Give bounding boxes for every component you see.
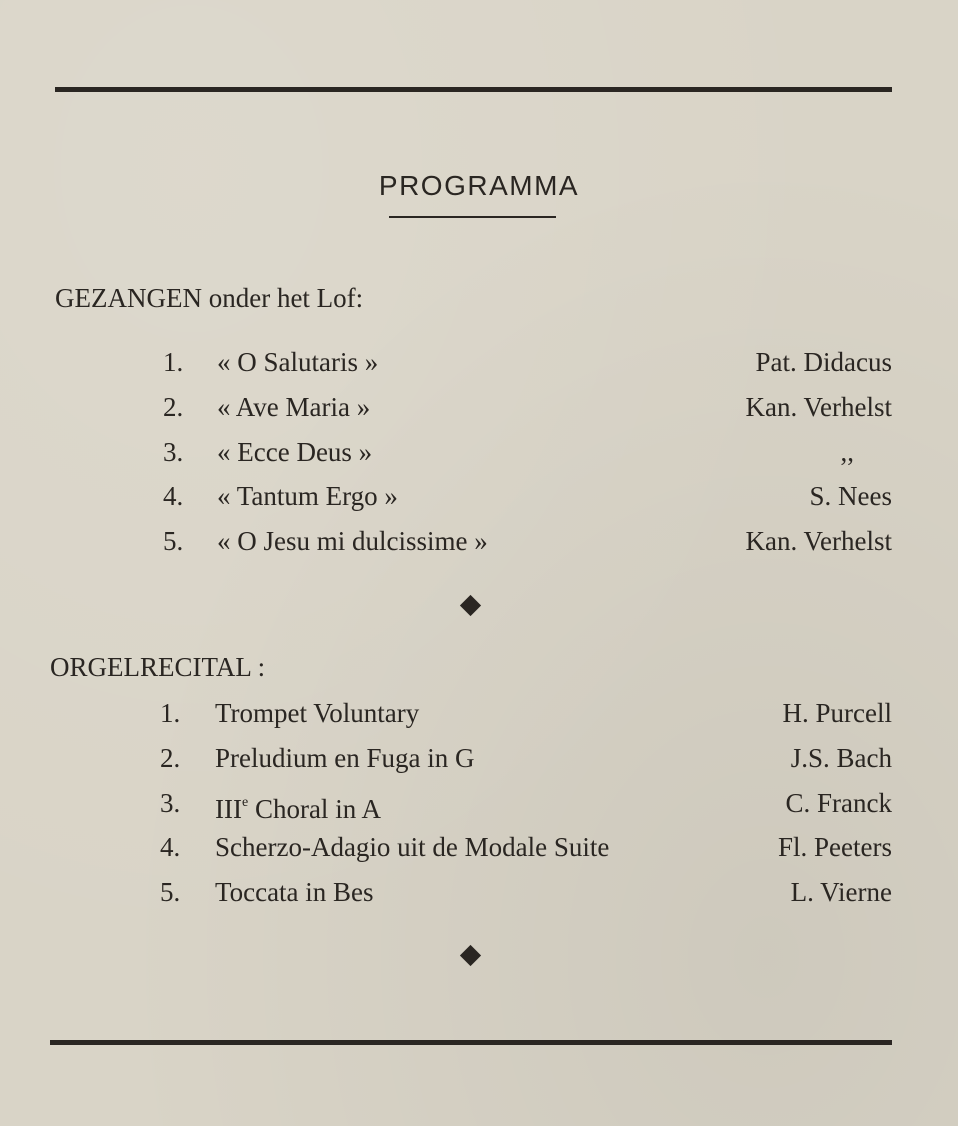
piece-title: « Tantum Ergo » [217, 481, 398, 512]
piece-title: « Ecce Deus » [217, 436, 373, 467]
section-heading-orgelrecital: ORGELRECITAL : [50, 652, 266, 682]
bottom-rule [50, 1040, 892, 1045]
composer-name: Kan. Verhelst [745, 526, 892, 557]
gezangen-list [0, 344, 958, 568]
piece-title: Trompet Voluntary [215, 698, 420, 728]
composer-name: C. Franck [785, 787, 892, 818]
piece-title: Toccata in Bes [215, 877, 374, 908]
composer-ditto-mark: ,, [840, 436, 854, 467]
list-item [0, 434, 958, 479]
piece-title [215, 785, 381, 827]
top-rule [55, 87, 892, 92]
piece-title: Preludium en Fuga in G [215, 742, 475, 773]
list-item [0, 344, 958, 389]
list-item [0, 874, 958, 919]
list-item [0, 829, 958, 874]
composer-name: L. Vierne [790, 877, 892, 908]
piece-title: « Ave Maria » [217, 391, 371, 422]
list-item [0, 785, 958, 830]
title-underline [389, 216, 556, 218]
item-number: 3. [163, 436, 184, 467]
page-title: PROGRAMMA [378, 170, 580, 201]
item-number: 3. [160, 787, 181, 818]
piece-title: Scherzo-Adagio uit de Modale Suite [215, 832, 610, 863]
list-item [0, 478, 958, 523]
piece-title-superscript: e [241, 794, 249, 810]
piece-title-main: III [215, 793, 242, 824]
section-heading-gezangen: GEZANGEN onder het Lof: [55, 283, 364, 313]
composer-name: H. Purcell [782, 698, 892, 728]
item-number: 2. [160, 742, 181, 773]
composer-name: Pat. Didacus [755, 347, 892, 377]
piece-title-rest: Choral in A [248, 793, 381, 824]
item-number: 2. [163, 391, 184, 422]
composer-name: J.S. Bach [790, 742, 892, 773]
item-number: 1. [160, 698, 181, 728]
item-number: 5. [160, 877, 181, 908]
item-number: 4. [160, 832, 181, 863]
list-item [0, 695, 958, 740]
item-number: 1. [163, 347, 184, 377]
orgelrecital-list [0, 695, 958, 919]
composer-name: Fl. Peeters [778, 832, 892, 863]
list-item [0, 389, 958, 434]
piece-title: « O Jesu mi dulcissime » [217, 526, 488, 557]
composer-name: S. Nees [809, 481, 892, 512]
piece-title: « O Salutaris » [217, 347, 379, 377]
diamond-ornament-icon [460, 945, 481, 966]
item-number: 5. [163, 526, 184, 557]
item-number: 4. [163, 481, 184, 512]
composer-name: Kan. Verhelst [745, 391, 892, 422]
diamond-ornament-icon [460, 595, 481, 616]
list-item [0, 523, 958, 568]
list-item [0, 740, 958, 785]
